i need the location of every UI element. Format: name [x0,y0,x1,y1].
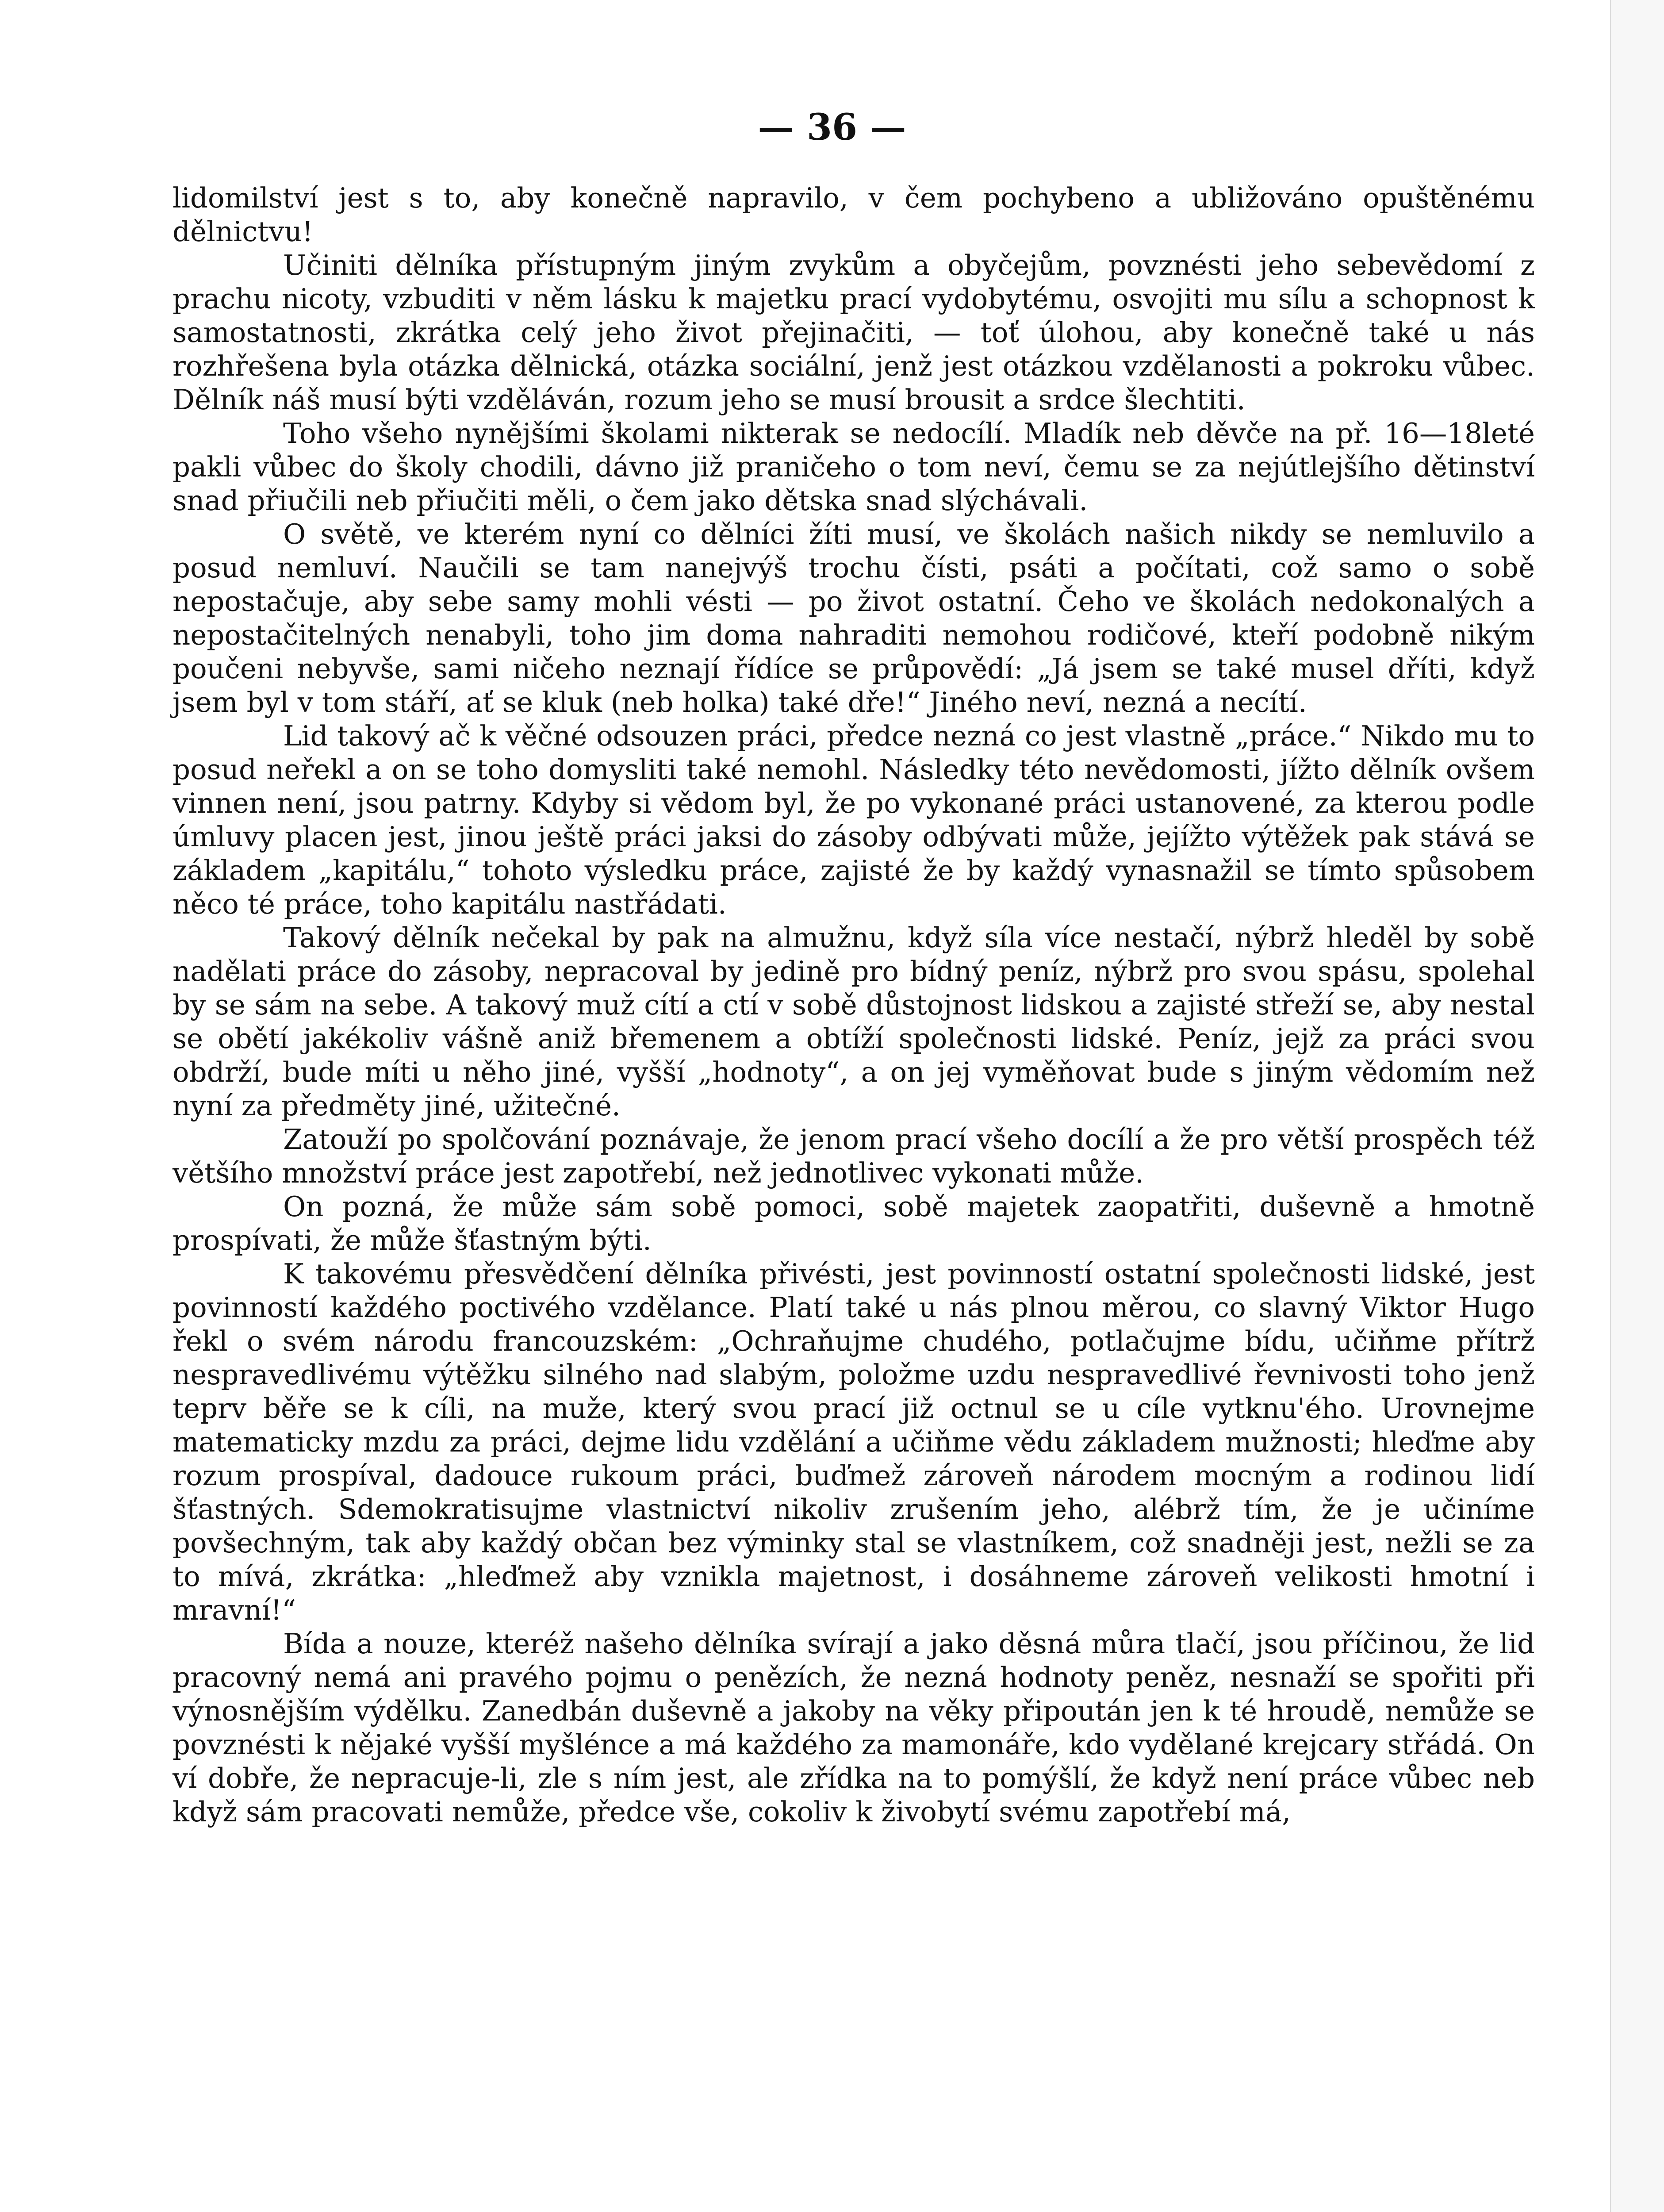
page-number: — 36 — [758,106,906,149]
paragraph-9: K takovému přesvědčení dělníka přivésti, jest povinností ostatní společnosti lidské, jest povinností každého poctivého vzdělance. Platí také u nás plnou měrou, co slavný Viktor Hugo řekl o svém národu francouzském: „Ochraňujme chudého, potlačujme bídu, učiňme přítrž nespravedlivému výtěžku silného nad slabým, položme uzdu nespravedlivé řevnivosti toho jenž teprv běře se k cíli, na muže, který svou prací již octnul se u cíle vytknu'ého. Urovnejme matematicky mzdu za práci, dejme lidu vzdělání a učiňme vědu základem mužnosti; hleďme aby rozum prospíval, dadouce rukoum práci, buďmež zároveň národem mocným a rodinou lidí šťastných. Sdemokratisujme vlastnictví nikoliv zrušením jeho, alébrž tím, že je učiníme povšechným, tak aby každý občan bez výminky stal se vlastníkem, což snadněji jest, nežli se za to mívá, zkrátka: „hleďmež aby vznikla majetnost, i dosáhneme zároveň velikosti hmotní i mravní!“ [173,1258,1535,1626]
page-edge [1610,0,1664,2212]
paragraph-4: O světě, ve kterém nyní co dělníci žíti musí, ve školách našich nikdy se nemluvilo a posud nemluví. Naučili se tam nanejvýš trochu čísti, psáti a počítati, což samo o sobě nepostačuje, aby sebe samy mohli vésti — po život ostatní. Čeho ve školách nedokonalých a nepostačitelných nenabyli, toho jim doma nahraditi nemohou rodičové, kteří podobně nikým poučeni nebyvše, sami ničeho neznají řídíce se průpovědí: „Já jsem se také musel dříti, když jsem byl v tom stáří, ať se kluk (neb holka) také dře!“ Jiného neví, nezná a necítí. [173,518,1535,718]
paragraph-1: lidomilství jest s to, aby konečně napravilo, v čem pochybeno a ubližováno opuštěnému dělnictvu! [173,182,1535,248]
body-text [173,181,1535,1829]
paragraph-2: Učiniti dělníka přístupným jiným zvykům a obyčejům, povznésti jeho sebevědomí z prachu nicoty, vzbuditi v něm lásku k majetku prací vydobytému, osvojiti mu sílu a schopnost k samostatnosti, zkrátka celý jeho život přejinačiti, — toť úlohou, aby konečně také u nás rozhřešena byla otázka dělnická, otázka sociální, jenž jest otázkou vzdělanosti a pokroku vůbec. Dělník náš musí býti vzděláván, rozum jeho se musí brousit a srdce šlechtiti. [173,249,1535,416]
paragraph-10: Bída a nouze, kteréž našeho dělníka svírají a jako děsná můra tlačí, jsou příčinou, že lid pracovný nemá ani pravého pojmu o penězích, že nezná hodnoty peněz, nesnaží se spořiti při výnosnějším výdělku. Zanedbán duševně a jakoby na věky připoután jen k té hroudě, nemůže se povznésti k nějaké vyšší myšlénce a má každého za mamonáře, kdo vydělané krejcary střádá. On ví dobře, že nepracuje-li, zle s ním jest, ale zřídka na to pomýšlí, že když není práce vůbec neb když sám pracovati nemůže, předce vše, cokoliv k živobytí svému zapotřebí má, [173,1628,1535,1828]
paragraph-5: Lid takový ač k věčné odsouzen práci, předce nezná co jest vlastně „práce.“ Nikdo mu to posud neřekl a on se toho domysliti také nemohl. Následky této nevědomosti, jížto dělník ovšem vinnen není, jsou patrny. Kdyby si vědom byl, že po vykonané práci ustanovené, za kterou podle úmluvy placen jest, jinou ještě práci jaksi do zásoby odbývati může, jejížto výtěžek pak stává se základem „kapitálu,“ tohoto výsledku práce, zajisté že by každý vynasnažil se tímto spůsobem něco té práce, toho kapitálu nastřádati. [173,720,1535,920]
paragraph-3: Toho všeho nynějšími školami nikterak se nedocílí. Mladík neb děvče na př. 16—18leté pakli vůbec do školy chodili, dávno již praničeho o tom neví, čemu se za nejútlejšího dětinství snad přiučili neb přiučiti měli, o čem jako dětska snad slýchávali. [173,417,1535,517]
paragraph-8: On pozná, že může sám sobě pomoci, sobě majetek zaopatřiti, duševně a hmotně prospívati, že může šťastným býti. [173,1190,1535,1256]
paragraph-7: Zatouží po spolčování poznávaje, že jenom prací všeho docílí a že pro větší prospěch též většího množství práce jest zapotřebí, než jednotlivec vykonati může. [173,1123,1535,1189]
paragraph-6: Takový dělník nečekal by pak na almužnu, když síla více nestačí, nýbrž hleděl by sobě nadělati práce do zásoby, nepracoval by jedině pro bídný peníz, nýbrž pro svou spásu, spolehal by se sám na sebe. A takový muž cítí a ctí v sobě důstojnost lidskou a zajisté střeží se, aby nestal se obětí jakékoliv vášně aniž břemenem a obtíží společnosti lidské. Peníz, jejž za práci svou obdrží, bude míti u něho jiné, vyšší „hodnoty“, a on jej vyměňovat bude s jiným vědomím než nyní za předměty jiné, užitečné. [173,922,1535,1122]
